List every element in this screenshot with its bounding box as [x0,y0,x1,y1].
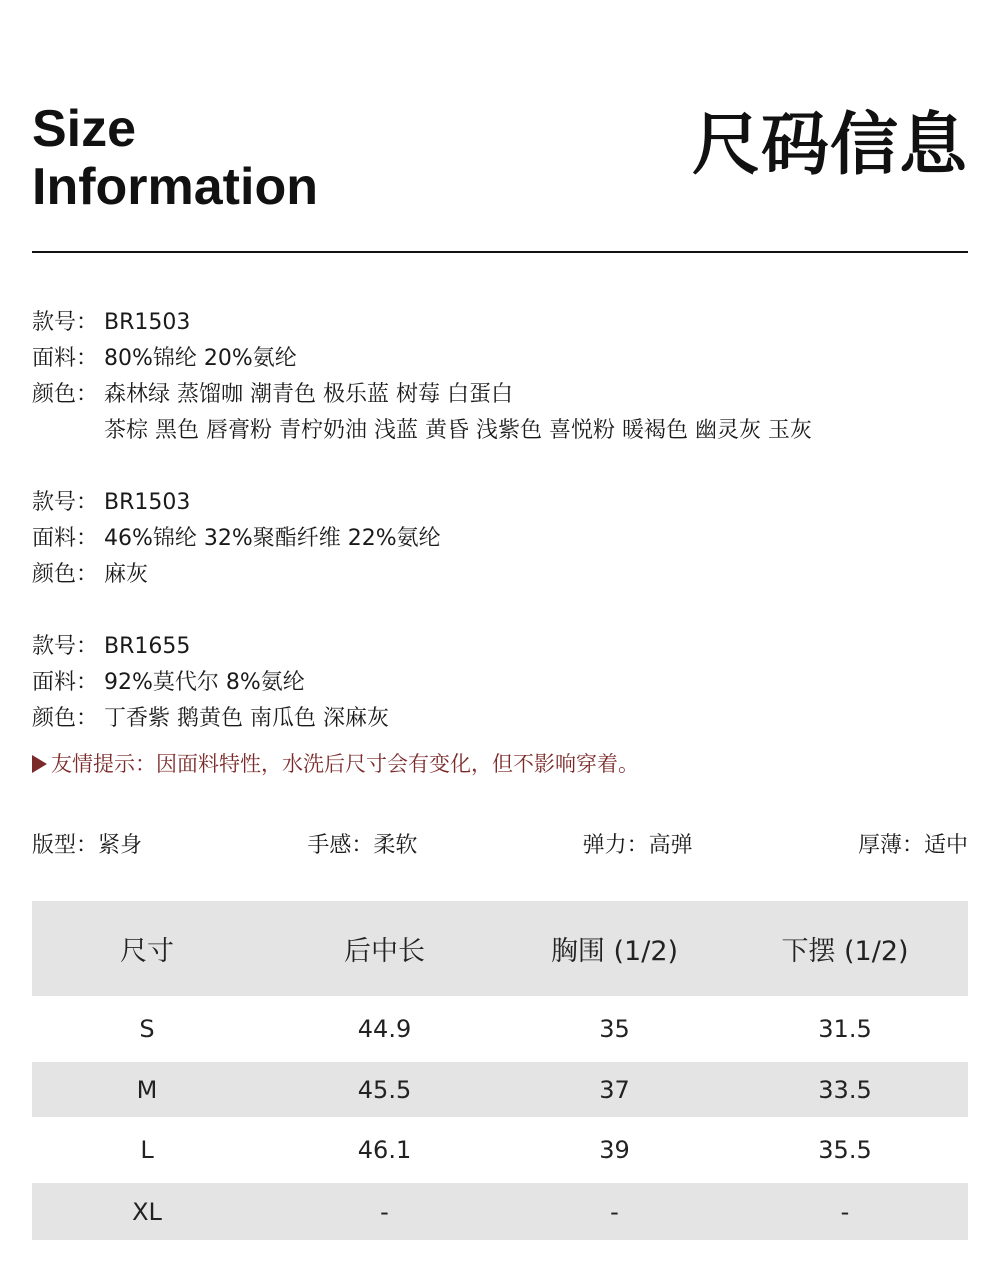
cell-size: XL [132,1197,162,1226]
cell-hem: - [840,1197,850,1226]
cell-back-length: 45.5 [357,1075,412,1104]
title-en-line2: Information [32,158,318,216]
table-row [32,1117,968,1183]
fabric-label: 面料： [32,346,99,371]
cell-size: M [136,1075,158,1104]
spec-color-row [32,557,968,593]
care-tip [32,746,639,782]
header-back-length: 后中长 [344,936,425,967]
triangle-right-icon [32,755,47,773]
attribute-stretch: 弹力：高弹 [582,833,693,858]
table-row [32,1183,968,1240]
cell-chest: - [610,1197,619,1226]
attribute-fit: 版型：紧身 [32,833,143,858]
color-value: 丁香紫 鹅黄色 南瓜色 深麻灰 [104,706,389,731]
color-label: 颜色： [32,382,99,407]
cell-chest: 39 [599,1136,630,1164]
color-label: 颜色： [32,706,99,731]
spec-block-3 [32,629,968,737]
page-title-en [32,100,318,216]
fabric-value: 80%锦纶 20%氨纶 [104,346,297,371]
color-value-line2: 茶棕 黑色 唇膏粉 青柠奶油 浅蓝 黄昏 浅紫色 喜悦粉 暖褐色 幽灵灰 玉灰 [104,418,812,443]
spec-fabric-row [32,665,968,701]
fabric-value: 92%莫代尔 8%氨纶 [104,670,305,695]
style-value: BR1655 [104,634,191,659]
color-value: 麻灰 [104,562,149,587]
header-hem: 下摆 (1/2) [781,936,909,967]
attribute-thickness: 厚薄：适中 [857,833,968,858]
spec-style-row [32,305,968,341]
style-label: 款号： [32,634,99,659]
cell-chest: 35 [599,1015,630,1043]
cell-hem: 31.5 [818,1015,872,1043]
cell-back-length: 46.1 [357,1136,412,1164]
cell-size: S [139,1015,155,1043]
style-value: BR1503 [104,310,191,335]
fabric-value: 46%锦纶 32%聚酯纤维 22%氨纶 [104,526,441,551]
style-value: BR1503 [104,490,191,515]
cell-hem: 33.5 [818,1075,872,1104]
table-row [32,996,968,1062]
color-value: 森林绿 蒸馏咖 潮青色 极乐蓝 树莓 白蛋白 [104,382,513,407]
fabric-label: 面料： [32,670,99,695]
spec-block-2 [32,485,968,593]
spec-fabric-row [32,341,968,377]
care-tip-text: 友情提示：因面料特性，水洗后尺寸会有变化，但不影响穿着。 [51,752,639,776]
table-header-row [32,901,968,996]
header-size: 尺寸 [120,936,174,967]
spec-color-row [32,377,968,413]
size-table [32,901,968,1240]
spec-fabric-row [32,521,968,557]
cell-back-length: 44.9 [357,1015,412,1043]
cell-size: L [140,1136,154,1164]
spec-style-row [32,629,968,665]
cell-hem: 35.5 [818,1136,872,1164]
header-divider [32,251,968,253]
style-label: 款号： [32,490,99,515]
cell-back-length: - [380,1197,389,1226]
header-chest: 胸围 (1/2) [550,936,679,967]
page-title-cn: 尺码信息 [691,106,968,185]
fabric-label: 面料： [32,526,99,551]
table-row [32,1062,968,1117]
attribute-feel: 手感：柔软 [307,833,418,858]
style-label: 款号： [32,310,99,335]
cell-chest: 37 [599,1075,630,1104]
spec-block-1 [32,305,968,449]
color-label: 颜色： [32,562,99,587]
spec-style-row [32,485,968,521]
attribute-bar [32,828,968,864]
title-en-line1: Size [32,100,137,158]
spec-color-row [32,701,968,737]
